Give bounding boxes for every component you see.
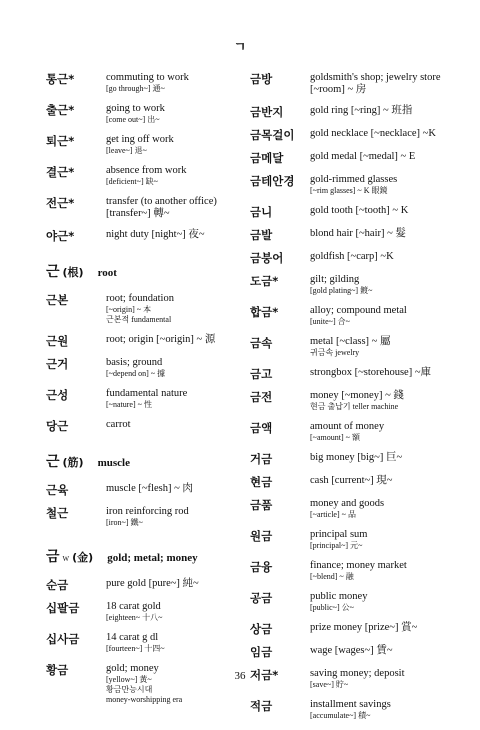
entry-headword: 전근*: [46, 196, 75, 210]
entry-headword: 금융: [250, 560, 273, 574]
entry-headword: 원금: [250, 529, 273, 543]
entry-headword: 출근*: [46, 103, 75, 117]
entry-gloss: get ing off work: [106, 134, 174, 145]
entry-body: [310, 498, 455, 520]
entry-body: [310, 622, 455, 634]
entry-gloss: wage [wages~] 賃~: [310, 645, 393, 656]
entry-gloss: gold necklace [~necklace] ~K: [310, 128, 436, 139]
entry-body: [310, 421, 455, 443]
entry-subline: [go through~] 通~: [106, 84, 165, 93]
entry-gloss: commuting to work: [106, 72, 189, 83]
entry-gloss: goldsmith's shop; jewelry store [~room] ~ 房: [310, 72, 441, 95]
entry-body: [106, 103, 246, 125]
entry-headword: 금고: [250, 367, 273, 381]
heading-hangul: 금: [46, 549, 60, 565]
entry-headword: 당근: [46, 419, 69, 433]
entry-gloss: blond hair [~hair] ~ 髮: [310, 228, 406, 239]
entry-headword: 금테안경: [250, 174, 295, 188]
entry-body: [310, 205, 455, 217]
entry-body: [310, 151, 455, 163]
entry-headword: 통근*: [46, 72, 75, 86]
dictionary-entry: [46, 388, 246, 410]
dictionary-entry: [250, 390, 455, 412]
entry-headword: 퇴근*: [46, 134, 75, 148]
entry-gloss: saving money; deposit: [310, 668, 405, 679]
entry-gloss: amount of money: [310, 421, 385, 432]
section-heading: [46, 546, 246, 566]
entry-body: [310, 336, 455, 358]
entry-gloss: goldfish [~carp] ~K: [310, 251, 394, 262]
entry-subline: [come out~] 出~: [106, 115, 160, 124]
entry-gloss: pure gold [pure~] 純~: [106, 578, 199, 589]
entry-body: [310, 699, 455, 721]
entry-headword: 근성: [46, 388, 69, 402]
entry-gloss: gilt; gilding: [310, 274, 360, 285]
entry-body: [106, 196, 246, 220]
entry-headword: 합금*: [250, 305, 279, 319]
heading-mark: W: [62, 555, 70, 563]
entry-subline: [eighteen~ 十八~: [106, 613, 163, 622]
dictionary-entry: [250, 529, 455, 551]
entry-subline: 근본적 fundamental: [106, 315, 172, 324]
dictionary-entry: [46, 357, 246, 379]
entry-headword: 저금*: [250, 668, 279, 682]
entry-subline: [~blend] ~ 融: [310, 572, 354, 581]
entry-subline: [accumulate~] 積~: [310, 711, 371, 720]
dictionary-entry: [46, 506, 246, 528]
dictionary-entry: [250, 72, 455, 96]
entry-gloss: transfer (to another office) [transfer~] 轉~: [106, 196, 217, 219]
entry-body: [310, 645, 455, 657]
entry-body: [106, 72, 246, 94]
heading-hangul: 근: [46, 264, 60, 280]
dictionary-entry: [46, 134, 246, 156]
dictionary-entry: [250, 591, 455, 613]
dictionary-entry: [250, 560, 455, 582]
dictionary-entry: [46, 103, 246, 125]
entry-subline: [deficient~] 缺~: [106, 177, 158, 186]
dictionary-entry: [250, 205, 455, 219]
entry-subline: [public~] 公~: [310, 603, 354, 612]
left-column: [46, 72, 246, 714]
heading-gloss: root: [97, 267, 117, 279]
right-column: [250, 72, 455, 730]
entry-headword: 금방: [250, 72, 273, 86]
entry-gloss: gold ring [~ring] ~ 班指: [310, 105, 413, 116]
entry-headword: 금반지: [250, 105, 284, 119]
entry-subline: [~depend on] ~ 據: [106, 369, 166, 378]
entry-body: [310, 228, 455, 240]
entry-body: [310, 560, 455, 582]
dictionary-entry: [250, 128, 455, 142]
dictionary-entry: [46, 165, 246, 187]
heading-gloss: muscle: [97, 457, 130, 469]
entry-subline: money-worshipping era: [106, 695, 183, 704]
dictionary-entry: [250, 367, 455, 381]
entry-gloss: carrot: [106, 419, 131, 430]
entry-headword: 근육: [46, 483, 69, 497]
heading-hangul: 근: [46, 454, 60, 470]
entry-headword: 상금: [250, 622, 273, 636]
entry-gloss: gold-rimmed glasses: [310, 174, 398, 185]
entry-body: [310, 475, 455, 487]
dictionary-entry: [46, 196, 246, 220]
entry-gloss: metal [~class] ~ 屬: [310, 336, 391, 347]
entry-headword: 적금: [250, 699, 273, 713]
dictionary-entry: [250, 251, 455, 265]
entry-headword: 순금: [46, 578, 69, 592]
dictionary-entry: [46, 632, 246, 654]
dictionary-entry: [250, 498, 455, 520]
entry-headword: 근원: [46, 334, 69, 348]
entry-gloss: gold medal [~medal] ~ E: [310, 151, 416, 162]
entry-subline: [iron~] 鐵~: [106, 518, 143, 527]
entry-gloss: cash [current~] 現~: [310, 475, 393, 486]
entry-headword: 도금*: [250, 274, 279, 288]
entry-headword: 금목걸이: [250, 128, 295, 142]
entry-subline: 현금 출납기 teller machine: [310, 402, 399, 411]
dictionary-entry: [250, 622, 455, 636]
dictionary-entry: [250, 105, 455, 119]
entry-gloss: money [~money] ~ 錢: [310, 390, 404, 401]
dictionary-entry: [250, 174, 455, 196]
entry-headword: 금니: [250, 205, 273, 219]
entry-headword: 야근*: [46, 229, 75, 243]
entry-body: [106, 483, 246, 495]
entry-subline: 귀금속 jewelry: [310, 348, 360, 357]
entry-headword: 황금: [46, 663, 69, 677]
entry-subline: [unite~] 合~: [310, 317, 350, 326]
entry-subline: [~origin] ~ 本: [106, 305, 152, 314]
entry-gloss: iron reinforcing rod: [106, 506, 189, 517]
entry-body: [106, 334, 246, 346]
entry-body: [310, 72, 455, 96]
entry-subline: [save~] 貯~: [310, 680, 349, 689]
entry-headword: 철근: [46, 506, 69, 520]
entry-body: [106, 357, 246, 379]
page-header-mark: ㄱ: [233, 39, 247, 54]
entry-headword: 금품: [250, 498, 273, 512]
entry-body: [310, 390, 455, 412]
entry-body: [310, 452, 455, 464]
entry-headword: 십사금: [46, 632, 80, 646]
entry-headword: 금액: [250, 421, 273, 435]
entry-gloss: installment savings: [310, 699, 391, 710]
entry-subline: 황금만능시대: [106, 685, 153, 694]
entry-body: [310, 591, 455, 613]
entry-body: [310, 105, 455, 117]
dictionary-entry: [250, 421, 455, 443]
entry-gloss: basis; ground: [106, 357, 163, 368]
entry-gloss: strongbox [~storehouse] ~庫: [310, 367, 432, 378]
entry-headword: 십팔금: [46, 601, 80, 615]
entry-gloss: big money [big~] 巨~: [310, 452, 403, 463]
entry-headword: 금붕어: [250, 251, 284, 265]
entry-gloss: fundamental nature: [106, 388, 188, 399]
entry-subline: [~article] ~ 品: [310, 510, 356, 519]
entry-subline: [gold plating~] 鍍~: [310, 286, 373, 295]
dictionary-entry: [46, 483, 246, 497]
entry-headword: 금전: [250, 390, 273, 404]
entry-body: [310, 367, 455, 379]
entry-body: [106, 134, 246, 156]
dictionary-entry: [250, 645, 455, 659]
entry-body: [310, 174, 455, 196]
entry-headword: 금발: [250, 228, 273, 242]
entry-gloss: night duty [night~] 夜~: [106, 229, 205, 240]
entry-body: [106, 165, 246, 187]
entry-body: [106, 578, 246, 590]
dictionary-entry: [250, 475, 455, 489]
dictionary-entry: [46, 578, 246, 592]
entry-headword: 근거: [46, 357, 69, 371]
entry-subline: [~rim glasses] ~ K 眼鏡: [310, 186, 388, 195]
entry-gloss: root; foundation: [106, 293, 174, 304]
entry-subline: [principal~] 元~: [310, 541, 363, 550]
entry-gloss: absence from work: [106, 165, 187, 176]
entry-subline: [~nature] ~ 性: [106, 400, 152, 409]
dictionary-entry: [250, 305, 455, 327]
entry-gloss: root; origin [~origin] ~ 源: [106, 334, 216, 345]
entry-headword: 결근*: [46, 165, 75, 179]
dictionary-entry: [46, 72, 246, 94]
entry-headword: 근본: [46, 293, 69, 307]
entry-headword: 금메달: [250, 151, 284, 165]
section-heading: [46, 451, 246, 471]
entry-body: [106, 419, 246, 431]
heading-hanja: (根): [62, 266, 84, 279]
entry-body: [310, 305, 455, 327]
entry-gloss: going to work: [106, 103, 165, 114]
entry-subline: [leave~] 退~: [106, 146, 147, 155]
entry-headword: 거금: [250, 452, 273, 466]
entry-body: [310, 529, 455, 551]
entry-body: [106, 229, 246, 241]
entry-headword: 공금: [250, 591, 273, 605]
entry-body: [310, 128, 455, 140]
heading-hanja: (金): [72, 551, 94, 564]
dictionary-entry: [46, 419, 246, 433]
entry-gloss: alloy; compound metal: [310, 305, 407, 316]
dictionary-entry: [250, 336, 455, 358]
entry-body: [106, 293, 246, 325]
heading-gloss: gold; metal; money: [107, 552, 198, 564]
dictionary-entry: [250, 699, 455, 721]
dictionary-entry: [250, 274, 455, 296]
entry-subline: [~amount] ~ 額: [310, 433, 360, 442]
entry-headword: 금속: [250, 336, 273, 350]
entry-gloss: gold; money: [106, 663, 159, 674]
section-heading: [46, 261, 246, 281]
dictionary-entry: [250, 151, 455, 165]
entry-body: [106, 632, 246, 654]
entry-body: [106, 506, 246, 528]
dictionary-entry: [46, 293, 246, 325]
entry-body: [310, 251, 455, 263]
entry-body: [106, 601, 246, 623]
dictionary-entry: [46, 601, 246, 623]
entry-gloss: gold tooth [~tooth] ~ K: [310, 205, 409, 216]
dictionary-entry: [46, 229, 246, 243]
entry-subline: [fourteen~] 十四~: [106, 644, 165, 653]
entry-headword: 임금: [250, 645, 273, 659]
entry-body: [310, 274, 455, 296]
entry-gloss: 18 carat gold: [106, 601, 161, 612]
entry-gloss: public money: [310, 591, 368, 602]
dictionary-entry: [250, 228, 455, 242]
dictionary-entry: [250, 452, 455, 466]
heading-hanja: (筋): [62, 456, 84, 469]
entry-gloss: money and goods: [310, 498, 385, 509]
entry-headword: 현금: [250, 475, 273, 489]
entry-gloss: prize money [prize~] 賞~: [310, 622, 418, 633]
entry-gloss: finance; money market: [310, 560, 407, 571]
entry-body: [106, 388, 246, 410]
entry-gloss: muscle [~flesh] ~ 肉: [106, 483, 193, 494]
page-number: 36: [234, 670, 246, 682]
entry-gloss: principal sum: [310, 529, 368, 540]
entry-gloss: 14 carat g dl: [106, 632, 159, 643]
entry-subline: [yellow~] 黃~: [106, 675, 152, 684]
dictionary-entry: [46, 334, 246, 348]
